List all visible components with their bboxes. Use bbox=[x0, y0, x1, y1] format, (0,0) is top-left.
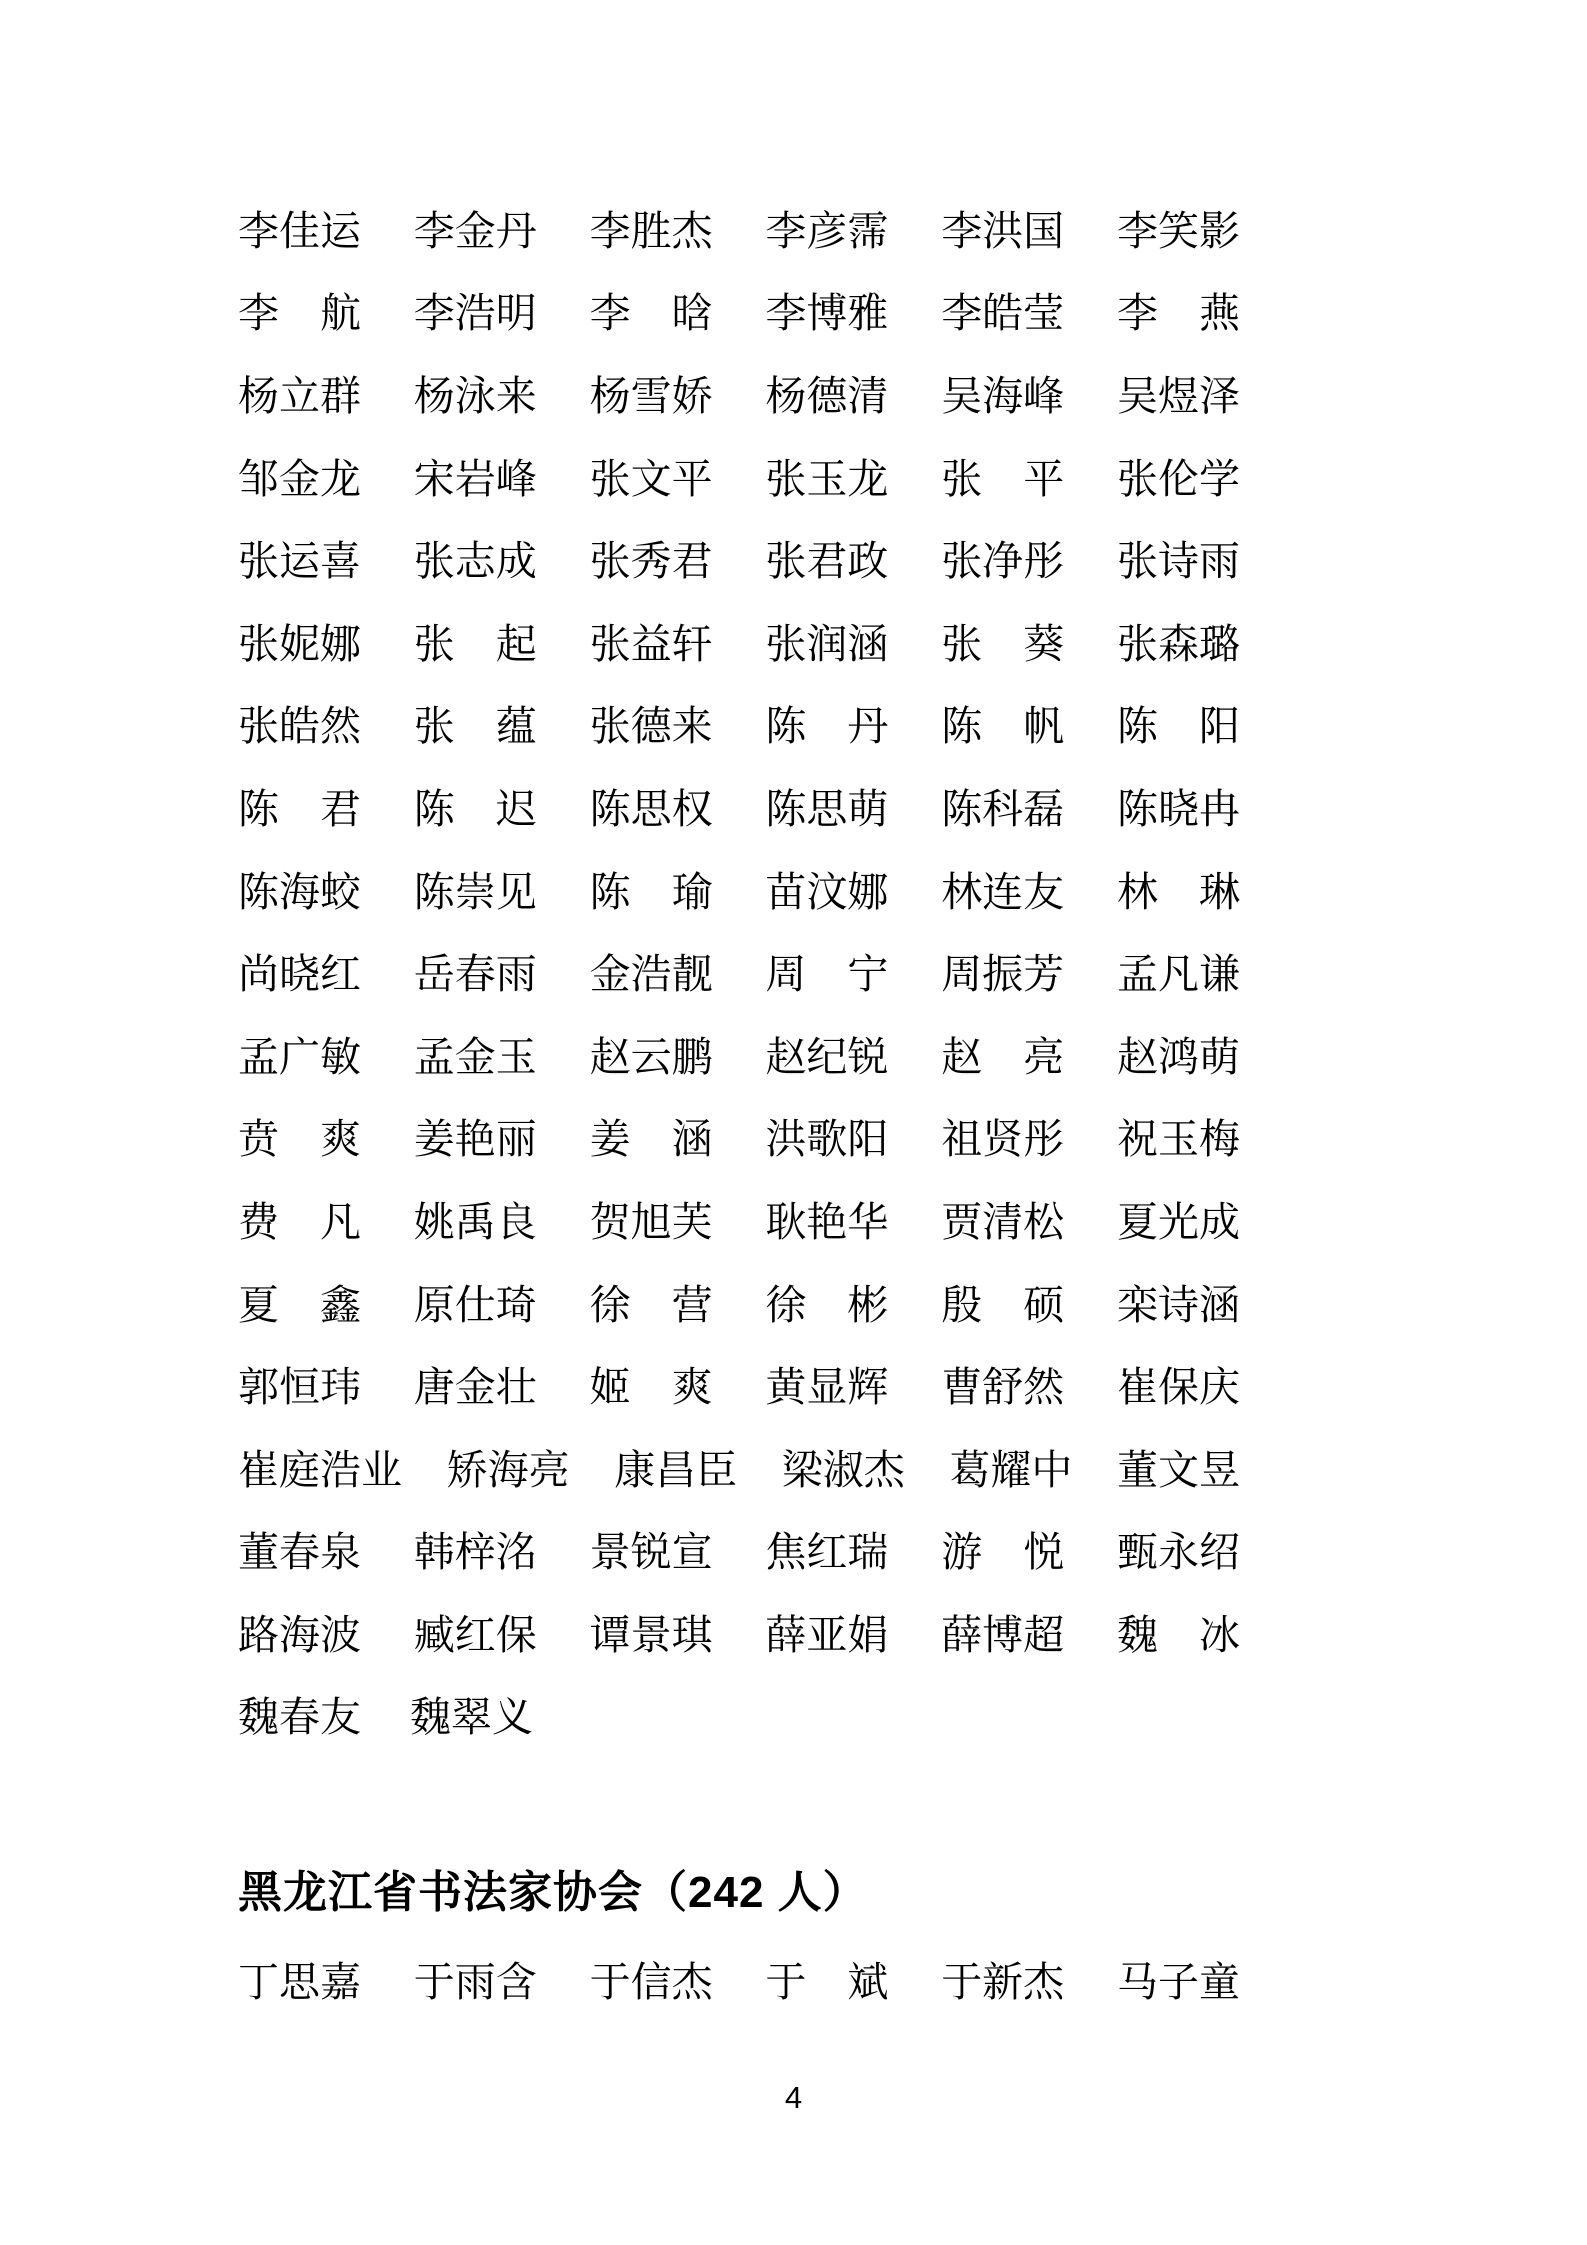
person-name: 杨雪娇 bbox=[589, 372, 713, 419]
name-row bbox=[238, 1181, 1240, 1264]
name-char: 林 bbox=[1116, 868, 1158, 915]
name-char: 贲 bbox=[238, 1116, 279, 1163]
name-row bbox=[238, 1099, 1240, 1182]
person-name: 张玉龙 bbox=[765, 455, 889, 502]
person-name: 张森璐 bbox=[1116, 620, 1240, 667]
person-name: 张净彤 bbox=[941, 538, 1065, 585]
person-name: 孟凡谦 bbox=[1116, 951, 1240, 998]
person-name: 杨德清 bbox=[765, 372, 889, 419]
person-name bbox=[941, 1529, 1065, 1576]
name-row bbox=[238, 1346, 1240, 1429]
name-row bbox=[238, 1264, 1240, 1347]
name-char: 悦 bbox=[1023, 1529, 1065, 1576]
name-rows bbox=[238, 1941, 1240, 2024]
person-name bbox=[1116, 1611, 1240, 1658]
person-name bbox=[589, 1281, 713, 1328]
name-char: 涵 bbox=[671, 1116, 713, 1163]
person-name: 夏光成 bbox=[1116, 1198, 1240, 1245]
person-name bbox=[941, 620, 1065, 667]
name-char: 晗 bbox=[671, 290, 713, 337]
name-char: 宁 bbox=[847, 951, 889, 998]
name-char: 鑫 bbox=[320, 1281, 361, 1328]
name-char: 爽 bbox=[671, 1364, 713, 1411]
person-name: 臧红保 bbox=[413, 1611, 537, 1658]
person-name bbox=[941, 703, 1065, 750]
person-name: 李洪国 bbox=[941, 207, 1065, 254]
person-name: 原仕琦 bbox=[413, 1281, 537, 1328]
name-char: 凡 bbox=[320, 1198, 361, 1245]
person-name: 邹金龙 bbox=[238, 455, 361, 502]
person-name bbox=[765, 703, 889, 750]
person-name: 林连友 bbox=[941, 868, 1065, 915]
person-name bbox=[413, 785, 537, 832]
name-row bbox=[238, 355, 1240, 438]
person-name: 李彦霈 bbox=[765, 207, 889, 254]
person-name: 于雨含 bbox=[413, 1959, 537, 2006]
person-name: 周振芳 bbox=[941, 951, 1065, 998]
person-name: 赵云鹏 bbox=[589, 1033, 713, 1080]
person-name: 张志成 bbox=[413, 538, 537, 585]
person-name: 张皓然 bbox=[238, 703, 361, 750]
person-name: 祖贤彤 bbox=[941, 1116, 1065, 1163]
person-name: 栾诗涵 bbox=[1116, 1281, 1240, 1328]
person-name bbox=[238, 290, 361, 337]
person-name bbox=[413, 703, 537, 750]
person-name: 董文昱 bbox=[1116, 1446, 1240, 1493]
person-name: 张秀君 bbox=[589, 538, 713, 585]
person-name: 陈思权 bbox=[589, 785, 713, 832]
name-char: 张 bbox=[413, 620, 455, 667]
name-row bbox=[238, 1512, 1240, 1595]
name-row bbox=[238, 603, 1240, 686]
person-name: 吴海峰 bbox=[941, 372, 1065, 419]
person-name: 于信杰 bbox=[589, 1959, 713, 2006]
person-name bbox=[1116, 290, 1240, 337]
person-name: 薛亚娟 bbox=[765, 1611, 889, 1658]
person-name: 丁思嘉 bbox=[238, 1959, 361, 2006]
name-char: 斌 bbox=[847, 1959, 889, 2006]
name-char: 君 bbox=[320, 785, 361, 832]
page-number: 4 bbox=[784, 2080, 803, 2115]
person-name bbox=[941, 1033, 1065, 1080]
name-char: 姬 bbox=[589, 1364, 631, 1411]
name-row bbox=[238, 933, 1240, 1016]
name-row bbox=[238, 273, 1240, 356]
person-name: 尚晓红 bbox=[238, 951, 361, 998]
person-name bbox=[765, 1281, 889, 1328]
name-row bbox=[238, 1594, 1240, 1677]
name-char: 爽 bbox=[320, 1116, 361, 1163]
name-char: 葵 bbox=[1023, 620, 1065, 667]
name-char: 殷 bbox=[941, 1281, 983, 1328]
name-char: 平 bbox=[1023, 455, 1065, 502]
person-name: 洪歌阳 bbox=[765, 1116, 889, 1163]
person-name: 崔保庆 bbox=[1116, 1364, 1240, 1411]
person-name: 张运喜 bbox=[238, 538, 361, 585]
name-char: 于 bbox=[765, 1959, 807, 2006]
name-char: 营 bbox=[671, 1281, 713, 1328]
person-name: 张伦学 bbox=[1116, 455, 1240, 502]
person-name bbox=[589, 1116, 713, 1163]
name-char: 陈 bbox=[941, 703, 983, 750]
person-name: 杨立群 bbox=[238, 372, 361, 419]
person-name bbox=[765, 1959, 889, 2006]
name-row bbox=[238, 1941, 1240, 2024]
person-name bbox=[413, 620, 537, 667]
person-name: 张益轩 bbox=[589, 620, 713, 667]
name-char: 游 bbox=[941, 1529, 983, 1576]
name-char: 姜 bbox=[589, 1116, 631, 1163]
person-name: 陈科磊 bbox=[941, 785, 1065, 832]
person-name: 李佳运 bbox=[238, 207, 361, 254]
person-name: 张诗雨 bbox=[1116, 538, 1240, 585]
name-section bbox=[238, 190, 1240, 1759]
name-row bbox=[238, 520, 1240, 603]
name-char: 燕 bbox=[1198, 290, 1240, 337]
name-row bbox=[238, 1677, 1240, 1760]
name-char: 陈 bbox=[765, 703, 807, 750]
name-row bbox=[238, 190, 1240, 273]
name-char: 硕 bbox=[1023, 1281, 1065, 1328]
person-name: 张妮娜 bbox=[238, 620, 361, 667]
person-name bbox=[941, 1281, 1065, 1328]
person-name: 马子童 bbox=[1116, 1959, 1240, 2006]
person-name: 金浩靓 bbox=[589, 951, 713, 998]
person-name: 张润涵 bbox=[765, 620, 889, 667]
name-row bbox=[238, 768, 1240, 851]
name-char: 李 bbox=[1116, 290, 1158, 337]
person-name: 孟金玉 bbox=[413, 1033, 537, 1080]
name-char: 航 bbox=[320, 290, 361, 337]
person-name: 葛耀中 bbox=[949, 1446, 1073, 1493]
name-char: 迟 bbox=[495, 785, 537, 832]
name-char: 彬 bbox=[847, 1281, 889, 1328]
person-name: 陈海蛟 bbox=[238, 868, 361, 915]
person-name bbox=[941, 455, 1065, 502]
name-char: 陈 bbox=[238, 785, 279, 832]
person-name: 姜艳丽 bbox=[413, 1116, 537, 1163]
person-name: 张德来 bbox=[589, 703, 713, 750]
person-name: 焦红瑞 bbox=[765, 1529, 889, 1576]
person-name: 吴煜泽 bbox=[1116, 372, 1240, 419]
person-name: 赵纪锐 bbox=[765, 1033, 889, 1080]
person-name: 李浩明 bbox=[413, 290, 537, 337]
person-name bbox=[589, 290, 713, 337]
name-char: 陈 bbox=[413, 785, 455, 832]
person-name bbox=[1116, 703, 1240, 750]
person-name: 耿艳华 bbox=[765, 1198, 889, 1245]
name-char: 魏 bbox=[1116, 1611, 1158, 1658]
person-name: 崔庭浩业 bbox=[238, 1446, 402, 1493]
person-name: 陈崇见 bbox=[413, 868, 537, 915]
person-name: 于新杰 bbox=[941, 1959, 1065, 2006]
person-name bbox=[589, 868, 713, 915]
person-name: 唐金壮 bbox=[413, 1364, 537, 1411]
person-name: 甄永绍 bbox=[1116, 1529, 1240, 1576]
name-char: 蕴 bbox=[495, 703, 537, 750]
person-name bbox=[589, 1364, 713, 1411]
person-name: 李笑影 bbox=[1116, 207, 1240, 254]
name-char: 陈 bbox=[1116, 703, 1158, 750]
name-row bbox=[238, 1429, 1240, 1512]
person-name: 李博雅 bbox=[765, 290, 889, 337]
person-name: 贾清松 bbox=[941, 1198, 1065, 1245]
person-name bbox=[765, 951, 889, 998]
person-name: 黄显辉 bbox=[765, 1364, 889, 1411]
name-char: 阳 bbox=[1198, 703, 1240, 750]
name-char: 帆 bbox=[1023, 703, 1065, 750]
person-name: 韩梓洺 bbox=[413, 1529, 537, 1576]
name-char: 夏 bbox=[238, 1281, 279, 1328]
person-name: 贺旭芙 bbox=[589, 1198, 713, 1245]
name-section bbox=[238, 1863, 1240, 2024]
section-heading: 黑龙江省书法家协会（242 人） bbox=[238, 1868, 868, 1918]
name-row bbox=[238, 438, 1240, 521]
person-name: 康昌臣 bbox=[614, 1446, 738, 1493]
member-name-list bbox=[238, 190, 1240, 2024]
person-name: 孟广敏 bbox=[238, 1033, 361, 1080]
person-name: 张君政 bbox=[765, 538, 889, 585]
person-name: 曹舒然 bbox=[941, 1364, 1065, 1411]
person-name: 陈晓冉 bbox=[1116, 785, 1240, 832]
person-name: 李胜杰 bbox=[589, 207, 713, 254]
name-char: 李 bbox=[589, 290, 631, 337]
person-name: 李皓莹 bbox=[941, 290, 1065, 337]
person-name: 姚禹良 bbox=[413, 1198, 537, 1245]
person-name: 魏春友 bbox=[238, 1694, 361, 1741]
person-name bbox=[238, 1198, 361, 1245]
person-name bbox=[238, 785, 361, 832]
name-row bbox=[238, 686, 1240, 769]
person-name: 薛博超 bbox=[941, 1611, 1065, 1658]
name-char: 赵 bbox=[941, 1033, 983, 1080]
person-name: 祝玉梅 bbox=[1116, 1116, 1240, 1163]
person-name: 宋岩峰 bbox=[413, 455, 537, 502]
name-char: 徐 bbox=[765, 1281, 807, 1328]
person-name: 路海波 bbox=[238, 1611, 361, 1658]
person-name: 李金丹 bbox=[413, 207, 537, 254]
person-name: 董春泉 bbox=[238, 1529, 361, 1576]
name-char: 张 bbox=[941, 455, 983, 502]
person-name bbox=[238, 1281, 361, 1328]
name-char: 瑜 bbox=[671, 868, 713, 915]
person-name: 杨泳来 bbox=[413, 372, 537, 419]
person-name: 梁淑杰 bbox=[781, 1446, 905, 1493]
person-name: 陈思萌 bbox=[765, 785, 889, 832]
person-name: 矫海亮 bbox=[446, 1446, 570, 1493]
person-name: 赵鸿萌 bbox=[1116, 1033, 1240, 1080]
name-char: 琳 bbox=[1198, 868, 1240, 915]
name-rows bbox=[238, 190, 1240, 1759]
name-char: 李 bbox=[238, 290, 279, 337]
person-name: 郭恒玮 bbox=[238, 1364, 361, 1411]
person-name: 魏翠义 bbox=[410, 1694, 533, 1741]
person-name: 张文平 bbox=[589, 455, 713, 502]
person-name: 岳春雨 bbox=[413, 951, 537, 998]
name-char: 张 bbox=[941, 620, 983, 667]
name-row bbox=[238, 1016, 1240, 1099]
name-char: 丹 bbox=[847, 703, 889, 750]
person-name: 苗汶娜 bbox=[765, 868, 889, 915]
name-char: 起 bbox=[495, 620, 537, 667]
name-char: 徐 bbox=[589, 1281, 631, 1328]
person-name: 景锐宣 bbox=[589, 1529, 713, 1576]
name-char: 冰 bbox=[1198, 1611, 1240, 1658]
name-char: 陈 bbox=[589, 868, 631, 915]
person-name bbox=[238, 1116, 361, 1163]
name-char: 周 bbox=[765, 951, 807, 998]
name-char: 亮 bbox=[1023, 1033, 1065, 1080]
name-char: 张 bbox=[413, 703, 455, 750]
person-name bbox=[1116, 868, 1240, 915]
person-name: 谭景琪 bbox=[589, 1611, 713, 1658]
name-char: 费 bbox=[238, 1198, 279, 1245]
name-row bbox=[238, 851, 1240, 934]
